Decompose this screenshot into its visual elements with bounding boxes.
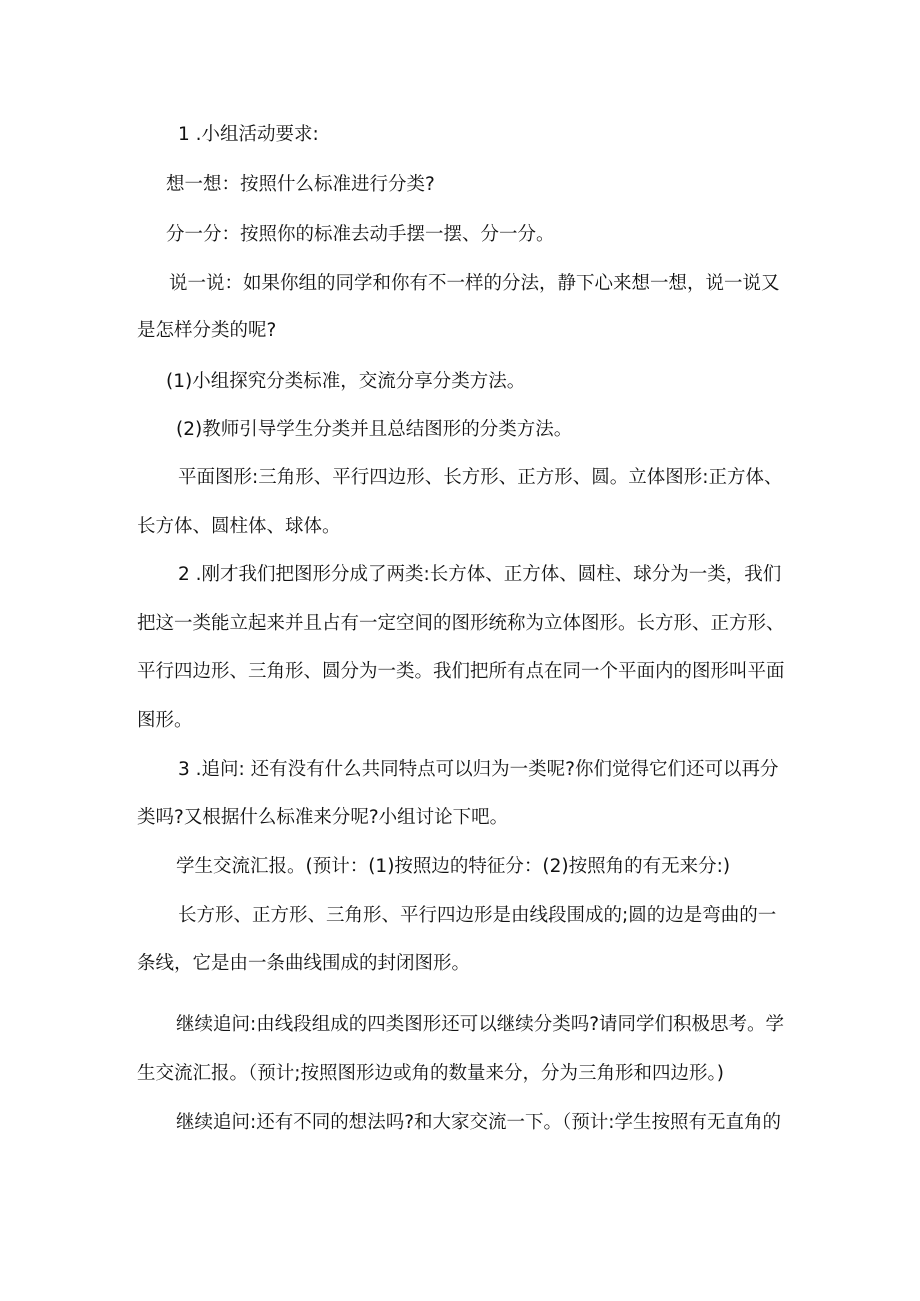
think-line: 想一想：按照什么标准进行分类? bbox=[166, 174, 435, 195]
item-2-line-2: 把这一类能立起来并且占有一定空间的图形统称为立体图形。长方形、正方形、 bbox=[137, 613, 785, 634]
segments-line-2: 条线，它是由一条曲线围成的封闭图形。 bbox=[137, 953, 471, 974]
item-3-line-1: 3 .追问: 还有没有什么共同特点可以归为一类呢?你们觉得它们还可以再分 bbox=[178, 759, 779, 780]
item-3-line-2: 类吗?又根据什么标准来分呢?小组讨论下吧。 bbox=[137, 807, 509, 828]
plane-figures-line-2: 长方体、圆柱体、球体。 bbox=[137, 516, 341, 537]
follow-up-1-line-2: 生交流汇报。（预计;按照图形边或角的数量来分，分为三角形和四边形。) bbox=[137, 1063, 724, 1084]
item-1-heading: 1 .小组活动要求: bbox=[178, 124, 319, 145]
item-2-line-4: 图形。 bbox=[137, 710, 193, 731]
say-line-2: 是怎样分类的呢? bbox=[137, 320, 277, 341]
say-line-1: 说一说：如果你组的同学和你有不一样的分法，静下心来想一想，说一说又 bbox=[169, 273, 780, 294]
step-1-line: (1)小组探究分类标准，交流分享分类方法。 bbox=[166, 371, 526, 392]
segments-line-1: 长方形、正方形、三角形、平行四边形是由线段围成的;圆的边是弯曲的一 bbox=[178, 905, 777, 926]
follow-up-1-line-1: 继续追问:由线段组成的四类图形还可以继续分类吗?请同学们积极思考。学 bbox=[176, 1014, 785, 1035]
report-line: 学生交流汇报。(预计：(1)按照边的特征分：(2)按照角的有无来分:) bbox=[176, 856, 731, 877]
step-2-line: (2)教师引导学生分类并且总结图形的分类方法。 bbox=[176, 419, 573, 440]
follow-up-2-line-1: 继续追问:还有不同的想法吗?和大家交流一下。（预计:学生按照有无直角的 bbox=[176, 1112, 782, 1133]
sort-line: 分一分：按照你的标准去动手摆一摆、分一分。 bbox=[166, 224, 555, 245]
item-2-line-3: 平行四边形、三角形、圆分为一类。我们把所有点在同一个平面内的图形叫平面 bbox=[137, 661, 785, 682]
plane-figures-line-1: 平面图形:三角形、平行四边形、长方形、正方形、圆。立体图形:正方体、 bbox=[178, 467, 783, 488]
item-2-line-1: 2 .刚才我们把图形分成了两类:长方体、正方体、圆柱、球分为一类，我们 bbox=[178, 564, 782, 585]
